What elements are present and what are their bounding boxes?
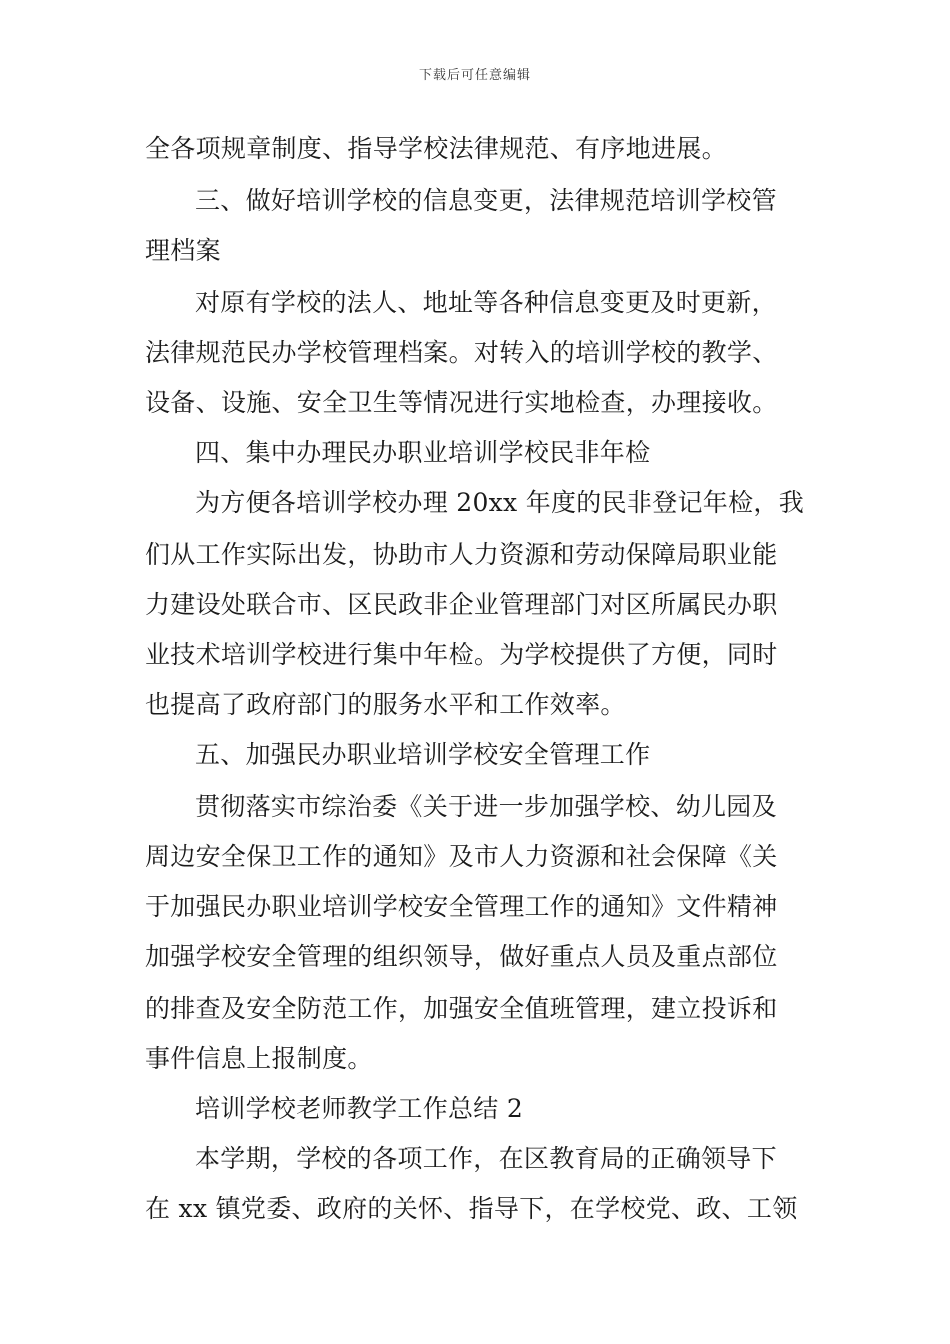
section-heading: 四、集中办理民办职业培训学校民非年检 <box>195 438 651 467</box>
text-line: 在 xx 镇党委、政府的关怀、指导下，在学校党、政、工领 <box>145 1194 798 1223</box>
section-heading: 五、加强民办职业培训学校安全管理工作 <box>195 740 651 769</box>
text-line: 对原有学校的法人、地址等各种信息变更及时更新， <box>195 288 777 317</box>
text-line: 法律规范民办学校管理档案。对转入的培训学校的教学、 <box>145 338 778 367</box>
article-title: 培训学校老师教学工作总结 2 <box>195 1094 524 1123</box>
text-line: 为方便各培训学校办理 20xx 年度的民非登记年检，我 <box>195 488 805 517</box>
page-header-note: 下载后可任意编辑 <box>418 68 531 83</box>
text-line: 周边安全保卫工作的通知》及市人力资源和社会保障《关 <box>145 842 778 871</box>
text-line: 设备、设施、安全卫生等情况进行实地检查，办理接收。 <box>145 388 778 417</box>
text-line: 力建设处联合市、区民政非企业管理部门对区所属民办职 <box>145 590 778 619</box>
text-line: 也提高了政府部门的服务水平和工作效率。 <box>145 690 626 719</box>
text-line: 理档案 <box>145 236 221 265</box>
text-line: 全各项规章制度、指导学校法律规范、有序地进展。 <box>145 134 727 163</box>
section-heading: 三、做好培训学校的信息变更，法律规范培训学校管 <box>195 186 777 215</box>
text-line: 加强学校安全管理的组织领导，做好重点人员及重点部位 <box>145 942 778 971</box>
text-line: 事件信息上报制度。 <box>145 1044 373 1073</box>
text-line: 于加强民办职业培训学校安全管理工作的通知》文件精神 <box>145 892 778 921</box>
text-line: 贯彻落实市综治委《关于进一步加强学校、幼儿园及 <box>195 792 777 821</box>
text-line: 们从工作实际出发，协助市人力资源和劳动保障局职业能 <box>145 540 778 569</box>
text-line: 的排查及安全防范工作，加强安全值班管理，建立投诉和 <box>145 994 778 1023</box>
text-line: 业技术培训学校进行集中年检。为学校提供了方便，同时 <box>145 640 778 669</box>
text-line: 本学期，学校的各项工作，在区教育局的正确领导下 <box>195 1144 777 1173</box>
